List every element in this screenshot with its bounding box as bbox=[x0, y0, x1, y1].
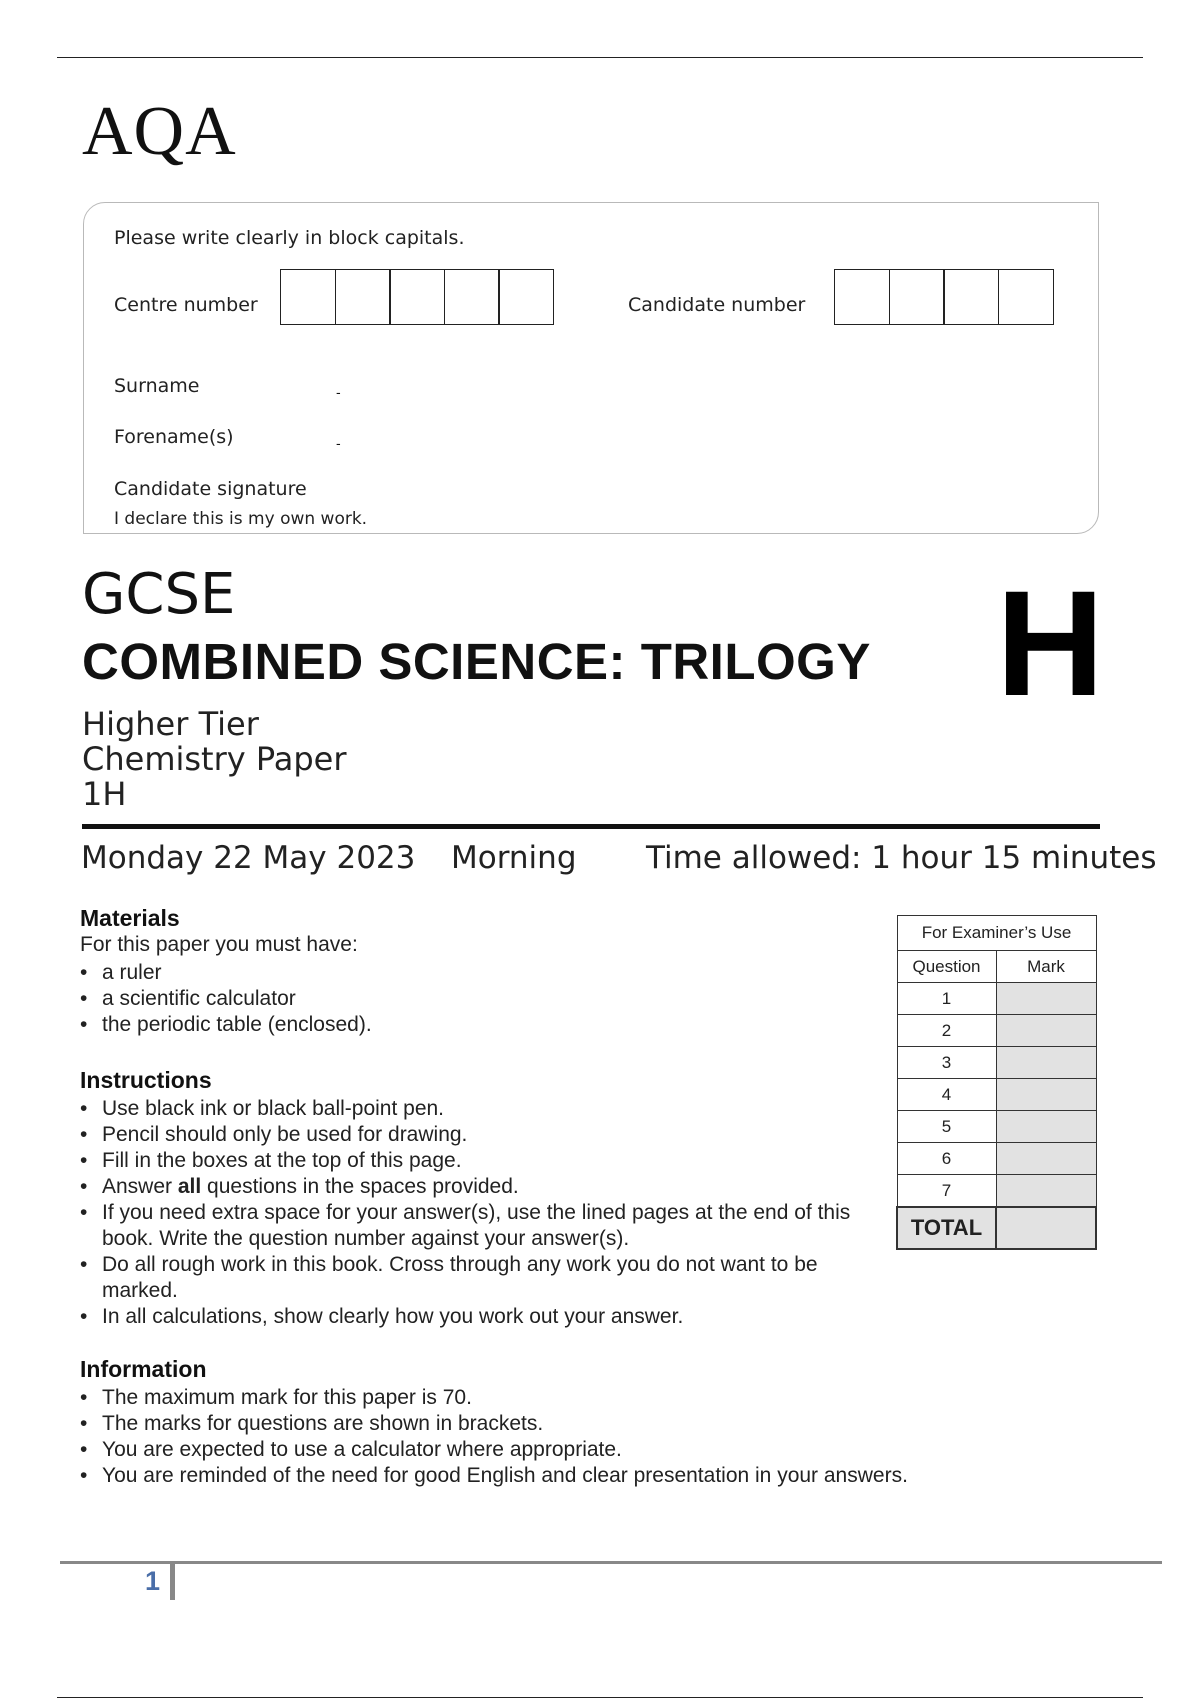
forenames-field-marker[interactable]: - bbox=[336, 435, 341, 451]
information-heading: Information bbox=[80, 1356, 207, 1382]
list-item: • Use black ink or black ball-point pen. bbox=[80, 1096, 870, 1122]
answer-text: questions in the spaces provided. bbox=[201, 1175, 519, 1198]
table-row bbox=[897, 1015, 1096, 1047]
question-number: 3 bbox=[897, 1047, 996, 1079]
title-divider bbox=[82, 824, 1100, 829]
forenames-label: Forename(s) bbox=[114, 426, 234, 448]
mark-column-header: Mark bbox=[996, 951, 1096, 983]
table-row bbox=[897, 983, 1096, 1015]
declaration-text: I declare this is my own work. bbox=[114, 509, 368, 529]
instructions-heading: Instructions bbox=[80, 1067, 212, 1093]
mark-cell bbox=[996, 983, 1096, 1015]
candidate-number-label: Candidate number bbox=[628, 294, 806, 316]
list-item bbox=[80, 1174, 870, 1200]
centre-digit-box[interactable] bbox=[389, 269, 445, 325]
question-column-header: Question bbox=[897, 951, 996, 983]
examiner-table-title: For Examiner’s Use bbox=[897, 916, 1096, 951]
tier-line: 1H bbox=[82, 775, 127, 813]
question-number: 6 bbox=[897, 1143, 996, 1175]
list-item: • Do all rough work in this book. Cross through any work you do not want to be marked. bbox=[80, 1252, 870, 1304]
table-row bbox=[897, 1111, 1096, 1143]
centre-digit-box[interactable] bbox=[498, 269, 554, 325]
total-label: TOTAL bbox=[897, 1207, 996, 1249]
candidate-digit-box[interactable] bbox=[998, 269, 1054, 325]
question-number: 2 bbox=[897, 1015, 996, 1047]
mark-cell bbox=[996, 1111, 1096, 1143]
answer-text: Answer bbox=[102, 1175, 178, 1198]
candidate-digit-box[interactable] bbox=[943, 269, 999, 325]
list-item: • In all calculations, show clearly how you work out your answer. bbox=[80, 1304, 870, 1330]
list-item: • The maximum mark for this paper is 70. bbox=[80, 1385, 980, 1411]
centre-digit-box[interactable] bbox=[444, 269, 500, 325]
time-allowed: Time allowed: 1 hour 15 minutes bbox=[646, 840, 1157, 876]
list-item: • If you need extra space for your answer(s), use the lined pages at the end of this book. Write the question number against your answer(s). bbox=[80, 1200, 870, 1252]
mark-cell bbox=[996, 1015, 1096, 1047]
list-item: • the periodic table (enclosed). bbox=[80, 1012, 840, 1038]
table-row bbox=[897, 1079, 1096, 1111]
mark-cell bbox=[996, 1047, 1096, 1079]
top-rule bbox=[57, 57, 1143, 58]
footer-rule bbox=[60, 1561, 1162, 1564]
centre-number-boxes bbox=[280, 269, 554, 325]
aqa-logo: AQA bbox=[82, 93, 237, 170]
tier-line: Higher Tier bbox=[82, 705, 259, 743]
candidate-digit-box[interactable] bbox=[889, 269, 945, 325]
surname-label: Surname bbox=[114, 375, 200, 397]
page-number: 1 bbox=[145, 1566, 161, 1596]
page-number-bar bbox=[170, 1563, 175, 1600]
exam-session: Morning bbox=[451, 840, 577, 876]
materials-list bbox=[80, 960, 840, 1038]
question-number: 5 bbox=[897, 1111, 996, 1143]
mark-cell bbox=[996, 1143, 1096, 1175]
question-number: 1 bbox=[897, 983, 996, 1015]
list-item: • You are expected to use a calculator where appropriate. bbox=[80, 1437, 980, 1463]
list-item: • The marks for questions are shown in brackets. bbox=[80, 1411, 980, 1437]
bottom-rule bbox=[57, 1697, 1143, 1698]
qualification-title: GCSE bbox=[82, 562, 236, 627]
answer-emphasis: all bbox=[177, 1175, 202, 1198]
centre-number-label: Centre number bbox=[114, 294, 258, 316]
table-row bbox=[897, 1047, 1096, 1079]
subject-title: COMBINED SCIENCE: TRILOGY bbox=[82, 633, 871, 690]
list-item: • a ruler bbox=[80, 960, 840, 986]
tier-line: Chemistry Paper bbox=[82, 740, 347, 778]
list-item: • You are reminded of the need for good English and clear presentation in your answers. bbox=[80, 1463, 980, 1489]
question-number: 7 bbox=[897, 1175, 996, 1208]
centre-digit-box[interactable] bbox=[280, 269, 336, 325]
list-item: • a scientific calculator bbox=[80, 986, 840, 1012]
tier-description bbox=[82, 707, 346, 812]
list-item: • Fill in the boxes at the top of this page. bbox=[80, 1148, 870, 1174]
exam-date: Monday 22 May 2023 bbox=[81, 840, 416, 876]
tier-letter: H bbox=[996, 559, 1105, 727]
materials-heading: Materials bbox=[80, 905, 180, 931]
centre-digit-box[interactable] bbox=[335, 269, 391, 325]
materials-intro: For this paper you must have: bbox=[80, 933, 358, 956]
table-row bbox=[897, 1175, 1096, 1208]
mark-cell bbox=[996, 1175, 1096, 1208]
candidate-number-boxes bbox=[834, 269, 1054, 325]
table-row bbox=[897, 1143, 1096, 1175]
total-row bbox=[897, 1207, 1096, 1249]
examiner-use-table bbox=[896, 915, 1097, 1250]
block-capitals-instruction: Please write clearly in block capitals. bbox=[114, 227, 465, 249]
candidate-signature-label: Candidate signature bbox=[114, 478, 307, 500]
mark-cell bbox=[996, 1079, 1096, 1111]
candidate-digit-box[interactable] bbox=[834, 269, 890, 325]
list-item: • Pencil should only be used for drawing. bbox=[80, 1122, 870, 1148]
surname-field-marker[interactable]: - bbox=[336, 384, 341, 400]
information-list bbox=[80, 1385, 980, 1489]
instructions-list bbox=[80, 1096, 870, 1330]
question-number: 4 bbox=[897, 1079, 996, 1111]
total-mark-cell bbox=[996, 1207, 1096, 1249]
